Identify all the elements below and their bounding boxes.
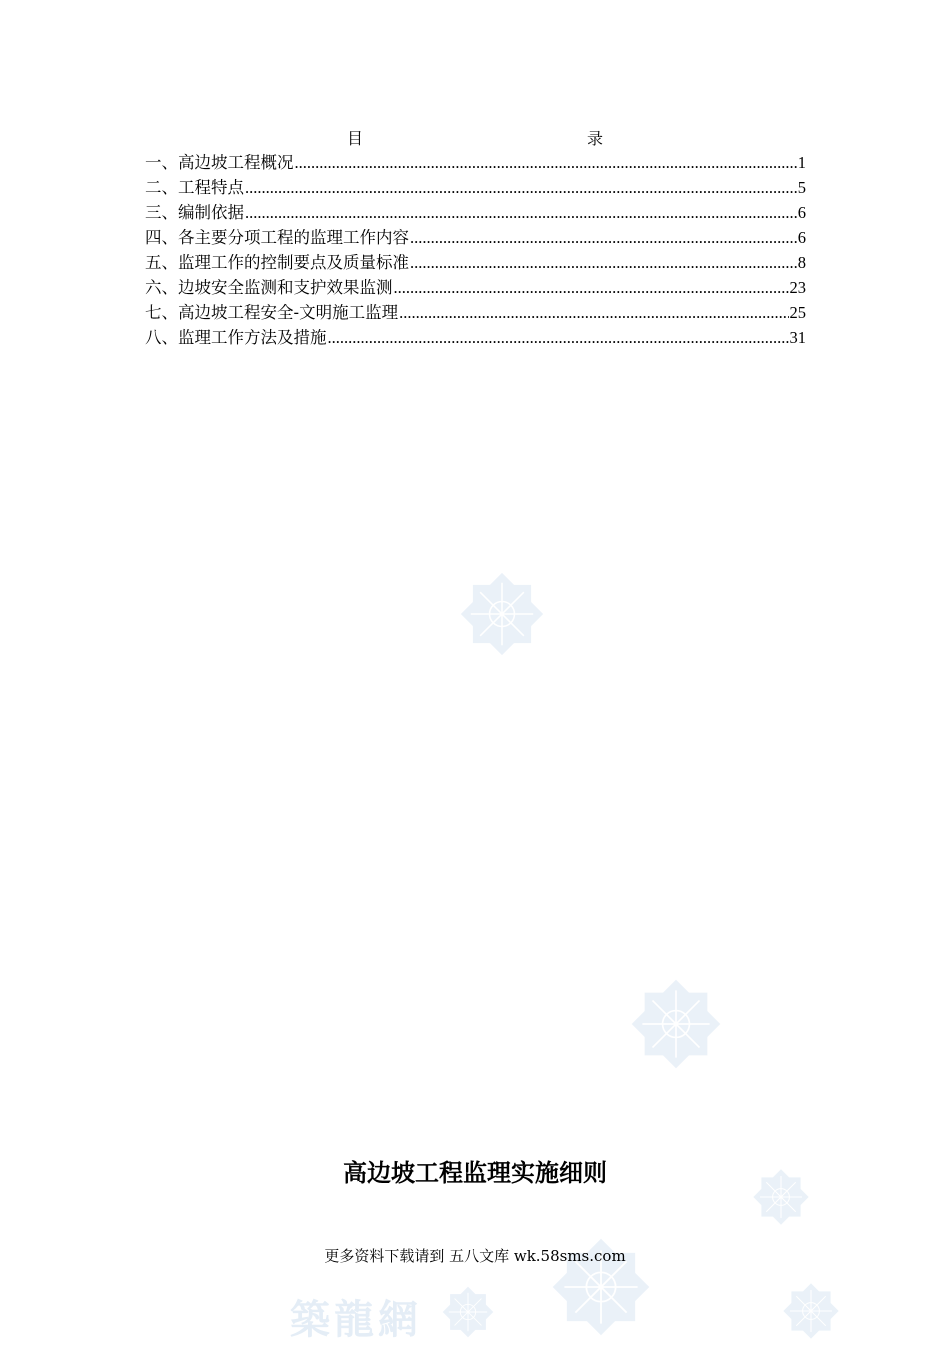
brand-watermark: 築龍網 bbox=[290, 1296, 422, 1343]
toc-entry[interactable] bbox=[145, 275, 806, 300]
toc-entry[interactable] bbox=[145, 200, 806, 225]
snowflake-watermark-icon bbox=[620, 968, 732, 1080]
toc-dot-leader bbox=[328, 325, 789, 350]
toc-entry-label: 四、各主要分项工程的监理工作内容 bbox=[145, 228, 409, 247]
toc-entry-page: 6 bbox=[797, 228, 806, 247]
toc-dot-leader bbox=[394, 275, 789, 300]
toc-dot-leader bbox=[245, 175, 797, 200]
toc-entry[interactable] bbox=[145, 175, 806, 200]
toc-entry[interactable] bbox=[145, 300, 806, 325]
footer-download-link[interactable]: 更多资料下载请到 五八文库 wk.58sms.com bbox=[324, 1247, 626, 1265]
snowflake-watermark-icon bbox=[776, 1276, 846, 1346]
toc-entry-page: 25 bbox=[789, 303, 806, 322]
toc-entry-label: 八、监理工作方法及措施 bbox=[145, 328, 327, 347]
toc-title: 目 录 bbox=[346, 129, 667, 148]
toc-entry-label: 五、监理工作的控制要点及质量标准 bbox=[145, 253, 409, 272]
toc-entry-page: 5 bbox=[797, 178, 806, 197]
toc-dot-leader bbox=[410, 225, 797, 250]
toc-dot-leader bbox=[410, 250, 797, 275]
toc-entry-page: 1 bbox=[797, 153, 806, 172]
toc-entry[interactable] bbox=[145, 225, 806, 250]
snowflake-watermark-icon bbox=[450, 562, 554, 666]
toc-entry-label: 一、高边坡工程概况 bbox=[145, 153, 294, 172]
toc-dot-leader bbox=[295, 150, 797, 175]
toc-entry-label: 二、工程特点 bbox=[145, 178, 244, 197]
toc-entry-page: 31 bbox=[789, 328, 806, 347]
toc-entry[interactable] bbox=[145, 250, 806, 275]
toc-entry-page: 6 bbox=[797, 203, 806, 222]
toc-entry-label: 三、编制依据 bbox=[145, 203, 244, 222]
toc-dot-leader bbox=[399, 300, 788, 325]
toc-dot-leader bbox=[245, 200, 797, 225]
toc-entry[interactable] bbox=[145, 150, 806, 175]
document-title: 高边坡工程监理实施细则 bbox=[343, 1158, 607, 1187]
toc-entry-label: 六、边坡安全监测和支护效果监测 bbox=[145, 278, 393, 297]
toc-entry-page: 23 bbox=[789, 278, 806, 297]
snowflake-watermark-icon bbox=[436, 1280, 500, 1344]
toc-entry-label: 七、高边坡工程安全-文明施工监理 bbox=[145, 303, 399, 322]
toc-entry-page: 8 bbox=[797, 253, 806, 272]
toc-entry[interactable] bbox=[145, 325, 806, 350]
table-of-contents bbox=[145, 150, 806, 350]
